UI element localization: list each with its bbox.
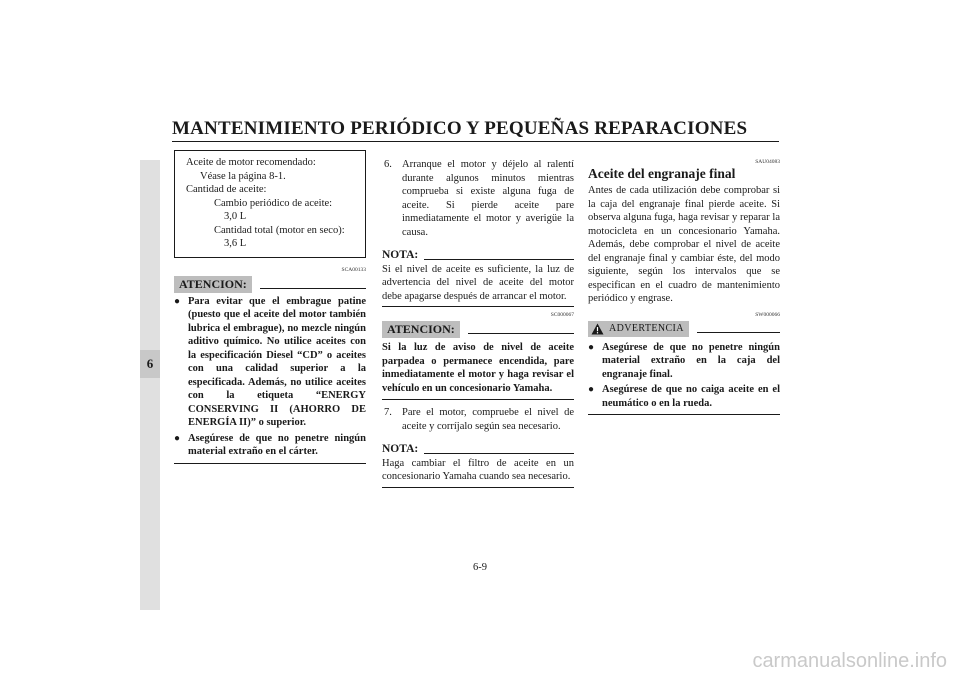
caution-end-rule xyxy=(382,399,574,400)
section-title: Aceite del engranaje final xyxy=(588,166,736,181)
warning-end-rule xyxy=(588,414,780,415)
column-middle xyxy=(382,158,574,488)
warning-bullet xyxy=(588,341,780,382)
step-number: 7. xyxy=(384,407,392,418)
caution-end-rule xyxy=(174,463,366,464)
caution-header xyxy=(174,276,366,293)
note-label: NOTA: xyxy=(382,443,419,455)
warning-triangle-icon xyxy=(591,323,604,335)
caution-rule xyxy=(260,288,366,289)
warning-badge xyxy=(588,321,689,337)
oil-spec-box xyxy=(174,150,366,258)
header-rule xyxy=(172,141,779,142)
note-header xyxy=(382,249,574,263)
caution-bullet xyxy=(174,295,366,430)
spec-line: Véase la página 8-1. xyxy=(200,170,286,182)
column-left xyxy=(174,150,366,464)
note-text: Si el nivel de aceite es suficiente, la luz de advertencia del nivel de aceite del motor debe apagarse después de arrancar el motor. xyxy=(382,263,574,302)
spec-line: 3,6 L xyxy=(224,238,247,249)
bullet-dot-icon: ● xyxy=(588,384,595,395)
caution-bullet-text: Para evitar que el embrague patine (puesto que el aceite del motor también lubrica el embrague), no mezcle ningún aditivo químico. No utilice aceites con la especificación Diesel “CD” o aceites con una calidad superior a la especificada. Además, no utilice aceites con la etiqueta “ENERGY CONSERVING II (AHORRO DE ENERGÍA II)” o superior. xyxy=(188,295,366,428)
column-right xyxy=(588,158,780,415)
spec-line: Cambio periódico de aceite: xyxy=(214,197,333,209)
caution-badge: ATENCION: xyxy=(174,276,252,293)
bullet-dot-icon: ● xyxy=(174,295,181,307)
watermark: carmanualsonline.info xyxy=(752,650,947,672)
step-7 xyxy=(382,406,574,433)
caution-text: Si la luz de aviso de nivel de aceite parpadea o permanece encendida, pare inmediatamente el motor y haga revisar el vehículo en un concesionario Yamaha. xyxy=(382,342,574,394)
section-text: Antes de cada utilización debe comprobar si la caja del engranaje final pierde aceite. Si observa alguna fuga, haga revisar y reparar la motocicleta en un concesionario Yamaha. Además, debe comprobar el nivel de aceite del engranaje final y cambiar éste, del modo siguiente, según los intervalos que se especifican en el cuadro de mantenimiento periódico y engrase. xyxy=(588,185,780,304)
spec-line: Aceite de motor recomendado: xyxy=(186,157,316,168)
caution-bullet-text: Asegúrese de que no penetre ningún material extraño en el cárter. xyxy=(188,432,366,457)
warning-bullet-text: Asegúrese de que no penetre ningún material extraño en la caja del engranaje final. xyxy=(602,341,780,380)
note-end-rule xyxy=(382,306,574,307)
bullet-dot-icon: ● xyxy=(174,432,181,444)
caution-bullet xyxy=(174,432,366,459)
warning-label: ADVERTENCIA xyxy=(609,322,684,334)
spec-line: Cantidad de aceite: xyxy=(186,184,267,195)
step-6 xyxy=(382,158,574,239)
note-rule xyxy=(424,259,574,260)
note-rule xyxy=(424,453,574,454)
note-label: NOTA: xyxy=(382,249,419,261)
page-number: 6-9 xyxy=(473,562,487,573)
section-code: SAU04083 xyxy=(755,159,780,165)
caution-code: SCA00133 xyxy=(341,266,366,273)
note-header xyxy=(382,443,574,457)
warning-bullet-text: Asegúrese de que no caiga aceite en el neumático o en la rueda. xyxy=(602,384,780,409)
chapter-tab: 6 xyxy=(140,350,160,378)
step-text: Pare el motor, compruebe el nivel de aceite y corríjalo según sea necesario. xyxy=(402,407,574,432)
step-text: Arranque el motor y déjelo al ralentí durante algunos minutos mientras comprueba si existe alguna fuga de aceite. Si pierde aceite pare inmediatamente el motor y averigüe la causa. xyxy=(402,159,574,238)
step-number: 6. xyxy=(384,159,392,170)
page-title: MANTENIMIENTO PERIÓDICO Y PEQUEÑAS REPARACIONES xyxy=(172,118,748,139)
warning-rule xyxy=(697,332,780,333)
spec-line: Cantidad total (motor en seco): xyxy=(214,224,345,236)
warning-bullet xyxy=(588,383,780,410)
spec-line: 3,0 L xyxy=(224,211,247,222)
bullet-dot-icon: ● xyxy=(588,341,595,353)
caution-header xyxy=(382,321,574,338)
caution-code: SC000067 xyxy=(550,312,574,318)
caution-badge: ATENCION: xyxy=(382,321,460,338)
note-end-rule xyxy=(382,487,574,488)
note-text: Haga cambiar el filtro de aceite en un concesionario Yamaha cuando sea necesario. xyxy=(382,457,574,482)
warning-header xyxy=(588,321,780,337)
caution-rule xyxy=(468,333,574,334)
warning-code: SW000066 xyxy=(755,311,780,318)
chapter-side-bar xyxy=(140,160,160,610)
